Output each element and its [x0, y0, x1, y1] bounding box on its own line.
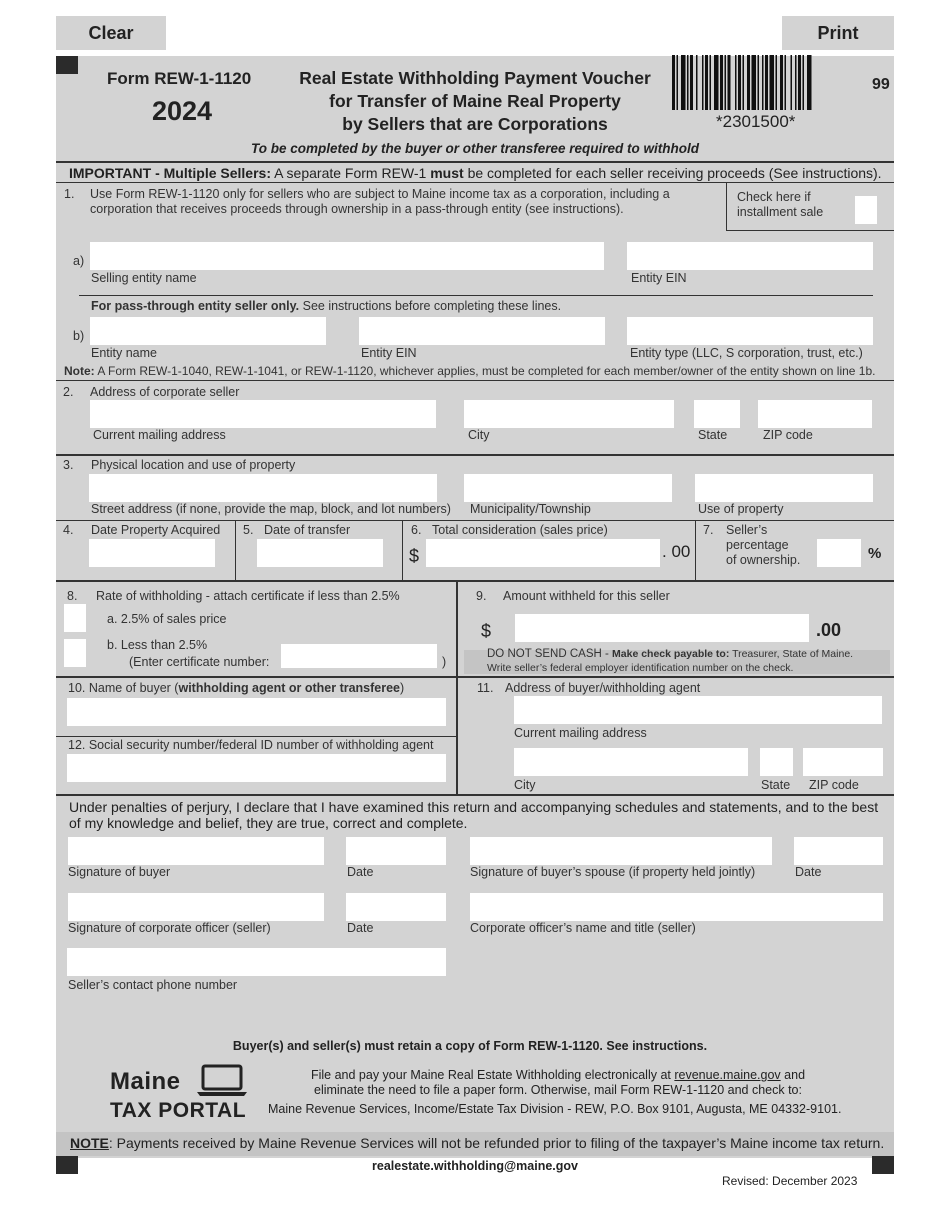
- pass-through-rest: See instructions before completing these lines.: [299, 299, 562, 313]
- officer-name-title-label: Corporate officer’s name and title (seller): [470, 921, 696, 935]
- seller-city-input[interactable]: [464, 400, 674, 428]
- buyer-zip-label: ZIP code: [809, 778, 859, 792]
- seller-address-input[interactable]: [90, 400, 436, 428]
- portal-logo-maine: Maine: [110, 1068, 181, 1095]
- barcode-bar: [752, 55, 757, 110]
- retain-copy-notice: Buyer(s) and seller(s) must retain a copy of Form REW-1-1120. See instructions.: [232, 1039, 708, 1053]
- barcode-bar: [743, 55, 745, 110]
- barcode-bar: [738, 55, 741, 110]
- property-municipality-label: Municipality/Township: [470, 502, 591, 516]
- entity-type-input[interactable]: [627, 317, 873, 345]
- spouse-signature-label: Signature of buyer’s spouse (if property held jointly): [470, 865, 756, 879]
- buyer-name-label: [68, 681, 404, 695]
- seller-phone-label: Seller’s contact phone number: [68, 978, 238, 992]
- entity-ein-b-label: Entity EIN: [361, 346, 417, 360]
- barcode-bar: [702, 55, 704, 110]
- rate-reduced-label: b. Less than 2.5%: [107, 638, 208, 652]
- divider: [235, 520, 236, 581]
- barcode-bar: [776, 55, 778, 110]
- date-of-transfer-input[interactable]: [257, 539, 383, 567]
- officer-name-title-input[interactable]: [470, 893, 883, 921]
- seller-state-label: State: [698, 428, 728, 442]
- buyer-name-label-bold: withholding agent or other transferee: [178, 681, 401, 695]
- line1-text-1: Use Form REW-1-1120 only for sellers who are subject to Maine income tax as a corporation, including a: [90, 187, 670, 201]
- date-acquired-label: Date Property Acquired: [91, 523, 221, 537]
- buyer-address-input[interactable]: [514, 696, 882, 724]
- property-municipality-input[interactable]: [464, 474, 672, 502]
- barcode-bar: [795, 55, 797, 110]
- barcode-bar: [710, 55, 712, 110]
- important-lead: IMPORTANT - Multiple Sellers:: [69, 165, 271, 181]
- mailing-address: Maine Revenue Services, Income/Estate Tax Division - REW, P.O. Box 9101, Augusta, ME 04332-9101.: [268, 1102, 842, 1116]
- buyer-state-input[interactable]: [760, 748, 793, 776]
- line1-text-2: corporation that receives proceeds through ownership in a pass-through entity (see instructions).: [90, 202, 624, 216]
- entity-ein-input[interactable]: [627, 242, 873, 270]
- line3-title: Physical location and use of property: [91, 458, 296, 472]
- dollar-sign: $: [481, 621, 492, 641]
- form-title: [280, 67, 670, 136]
- barcode-bar: [807, 55, 812, 110]
- amount-withheld-input[interactable]: [515, 614, 809, 642]
- buyer-signature-input[interactable]: [68, 837, 324, 865]
- barcode-bar: [690, 55, 693, 110]
- form-subtitle: To be completed by the buyer or other transferee required to withhold: [250, 141, 700, 156]
- barcode-bar: [720, 55, 723, 110]
- total-consideration-label: Total consideration (sales price): [432, 523, 608, 537]
- buyer-ssn-label: 12. Social security number/federal ID number of withholding agent: [68, 738, 434, 752]
- amount-withheld-title: Amount withheld for this seller: [503, 589, 670, 603]
- buyer-date-label: Date: [347, 865, 374, 879]
- officer-signature-label: Signature of corporate officer (seller): [68, 921, 271, 935]
- divider: [56, 454, 894, 456]
- property-street-input[interactable]: [89, 474, 437, 502]
- barcode-bar: [765, 55, 768, 110]
- spouse-signature-input[interactable]: [470, 837, 772, 865]
- important-text-a: A separate Form REW-1: [270, 165, 431, 181]
- efile-text-b: and: [780, 1068, 806, 1082]
- line7-number: 7.: [703, 523, 714, 537]
- ownership-percentage-input[interactable]: [817, 539, 861, 567]
- refund-note-bold: NOTE: [70, 1135, 109, 1151]
- title-line-2: for Transfer of Maine Real Property: [329, 91, 621, 111]
- rate-standard-checkbox[interactable]: [64, 604, 86, 632]
- divider: [726, 182, 727, 231]
- divider: [56, 182, 894, 183]
- divider: [56, 161, 894, 163]
- installment-sale-checkbox[interactable]: [855, 196, 877, 224]
- title-line-1: Real Estate Withholding Payment Voucher: [299, 68, 651, 88]
- cash-notice-line-1: [487, 648, 853, 660]
- entity-name-label: Entity name: [91, 346, 158, 360]
- rate-standard-label: a. 2.5% of sales price: [107, 612, 227, 626]
- dollar-sign: $: [409, 546, 420, 566]
- contact-email: realestate.withholding@maine.gov: [372, 1159, 578, 1173]
- buyer-name-label-b: ): [400, 681, 405, 695]
- efile-line-2: eliminate the need to file a paper form. Otherwise, mail Form REW-1-1120 and check to:: [314, 1083, 802, 1097]
- important-text-b: be completed for each seller receiving proceeds (See instructions).: [463, 165, 882, 181]
- barcode-bar: [785, 55, 787, 110]
- line3-number: 3.: [63, 458, 74, 472]
- form-year: 2024: [152, 96, 213, 126]
- buyer-city-input[interactable]: [514, 748, 748, 776]
- line1-note: [64, 364, 876, 378]
- barcode-bar: [762, 55, 764, 110]
- percent-sign: %: [868, 545, 882, 562]
- line9-number: 9.: [476, 589, 487, 603]
- cash-notice-line-2: Write seller’s federal employer identification number on the check.: [487, 662, 794, 674]
- seller-phone-input[interactable]: [67, 948, 446, 976]
- cash-rest: Treasurer, State of Maine.: [729, 648, 854, 660]
- note-bold: Note:: [64, 364, 95, 378]
- entity-ein-label: Entity EIN: [631, 271, 687, 285]
- barcode-bar: [728, 55, 731, 110]
- seller-city-label: City: [468, 428, 490, 442]
- buyer-address-label: Current mailing address: [514, 726, 647, 740]
- ownership-label-3: of ownership.: [726, 553, 801, 567]
- barcode-bar: [803, 55, 805, 110]
- barcode-bar: [798, 55, 801, 110]
- buyer-address-title: Address of buyer/withholding agent: [505, 681, 701, 695]
- divider: [79, 295, 873, 296]
- installment-label-2: installment sale: [737, 205, 824, 219]
- barcode-bar: [714, 55, 719, 110]
- divider: [695, 520, 696, 581]
- refund-note-rest: : Payments received by Maine Revenue Services will not be refunded prior to filing of the taxpayer’s Maine income tax return.: [108, 1135, 885, 1151]
- cash-bold: Make check payable to:: [612, 648, 730, 660]
- divider: [56, 520, 894, 521]
- barcode-bar: [770, 55, 775, 110]
- divider: [56, 380, 894, 381]
- selling-entity-name-label: Selling entity name: [91, 271, 197, 285]
- revenue-link[interactable]: revenue.maine.gov: [674, 1068, 781, 1082]
- barcode-bar: [780, 55, 783, 110]
- barcode-bar: [791, 55, 793, 110]
- buyer-ssn-input[interactable]: [67, 754, 446, 782]
- officer-date-label: Date: [347, 921, 374, 935]
- barcode-bar: [681, 55, 686, 110]
- efile-line-1: [268, 1068, 848, 1083]
- form-id: Form REW-1-1120: [107, 69, 252, 88]
- seller-zip-label: ZIP code: [763, 428, 813, 442]
- efile-notice: [268, 1068, 848, 1098]
- entity-ein-b-input[interactable]: [359, 317, 605, 345]
- important-must: must: [430, 165, 464, 181]
- buyer-signature-label: Signature of buyer: [68, 865, 171, 879]
- registration-mark-top-left: [56, 56, 78, 74]
- seller-zip-input[interactable]: [758, 400, 872, 428]
- line4-number: 4.: [63, 523, 74, 537]
- barcode: [670, 55, 850, 113]
- barcode-bar: [677, 55, 679, 110]
- barcode-bar: [705, 55, 708, 110]
- certificate-label: (Enter certificate number:: [129, 655, 270, 669]
- seller-state-input[interactable]: [694, 400, 740, 428]
- spouse-date-label: Date: [795, 865, 822, 879]
- rate-reduced-checkbox[interactable]: [64, 639, 86, 667]
- cash-lead: DO NOT SEND CASH -: [487, 648, 613, 660]
- property-street-label: Street address (if none, provide the map, block, and lot numbers): [91, 502, 451, 516]
- cents-suffix: .00: [816, 620, 842, 640]
- barcode-bar: [747, 55, 750, 110]
- date-acquired-input[interactable]: [89, 539, 215, 567]
- declaration-line-1: Under penalties of perjury, I declare that I have examined this return and accompanying schedules and statements, and to the best: [69, 799, 879, 815]
- certificate-number-input[interactable]: [281, 644, 437, 668]
- page-code: 99: [872, 76, 890, 93]
- buyer-zip-input[interactable]: [803, 748, 883, 776]
- barcode-bar: [696, 55, 698, 110]
- pass-through-heading: [91, 299, 561, 313]
- line2-title: Address of corporate seller: [90, 385, 240, 399]
- date-of-transfer-label: Date of transfer: [264, 523, 351, 537]
- divider: [456, 580, 458, 795]
- buyer-state-label: State: [761, 778, 791, 792]
- selling-entity-name-input[interactable]: [90, 242, 604, 270]
- important-notice: [69, 165, 882, 181]
- ownership-label-1: Seller’s: [726, 523, 768, 537]
- buyer-name-label-a: 10. Name of buyer (: [68, 681, 179, 695]
- spouse-date-input[interactable]: [794, 837, 883, 865]
- line11-number: 11.: [477, 681, 494, 695]
- property-use-label: Use of property: [698, 502, 784, 516]
- installment-label-1: Check here if: [737, 190, 811, 204]
- laptop-icon: [196, 1064, 248, 1098]
- divider: [56, 736, 457, 737]
- buyer-date-input[interactable]: [346, 837, 446, 865]
- barcode-bar: [735, 55, 737, 110]
- withholding-rate-title: Rate of withholding - attach certificate if less than 2.5%: [96, 589, 400, 603]
- certificate-close: ): [442, 655, 447, 669]
- declaration-line-2: of my knowledge and belief, they are true, correct and complete.: [69, 815, 468, 831]
- cents-suffix: . 00: [662, 542, 691, 561]
- buyer-city-label: City: [514, 778, 536, 792]
- portal-logo-tax-portal: TAX PORTAL: [110, 1099, 247, 1122]
- line1-number: 1.: [64, 187, 75, 201]
- officer-date-input[interactable]: [346, 893, 446, 921]
- line1b-marker: b): [73, 329, 85, 343]
- print-button[interactable]: Print: [782, 16, 894, 50]
- revision-date: Revised: December 2023: [722, 1174, 858, 1188]
- barcode-bar: [687, 55, 689, 110]
- officer-signature-input[interactable]: [68, 893, 324, 921]
- entity-name-input[interactable]: [90, 317, 326, 345]
- pass-through-bold: For pass-through entity seller only.: [91, 299, 300, 313]
- barcode-bar: [672, 55, 675, 110]
- divider: [56, 794, 894, 796]
- divider: [726, 230, 894, 231]
- line6-number: 6.: [411, 523, 422, 537]
- line8-number: 8.: [67, 589, 78, 603]
- line1a-marker: a): [73, 254, 85, 268]
- divider: [56, 580, 894, 582]
- barcode-bar: [725, 55, 727, 110]
- efile-text-a: File and pay your Maine Real Estate Withholding electronically at: [310, 1068, 675, 1082]
- clear-button[interactable]: Clear: [56, 16, 166, 50]
- note-rest: A Form REW-1-1040, REW-1-1041, or REW-1-1120, whichever applies, must be completed for each member/owner of the entity shown on line 1b.: [94, 364, 876, 378]
- buyer-name-input[interactable]: [67, 698, 446, 726]
- perjury-declaration: [69, 799, 878, 831]
- seller-address-label: Current mailing address: [93, 428, 226, 442]
- ownership-label-2: percentage: [726, 538, 789, 552]
- line5-number: 5.: [243, 523, 254, 537]
- divider: [56, 676, 894, 678]
- line2-number: 2.: [63, 385, 74, 399]
- total-consideration-input[interactable]: [426, 539, 660, 567]
- entity-type-label: Entity type (LLC, S corporation, trust, etc.): [630, 346, 863, 360]
- form-sheet: [56, 56, 894, 1158]
- barcode-text: *2301500*: [716, 112, 796, 131]
- barcode-bar: [758, 55, 760, 110]
- title-line-3: by Sellers that are Corporations: [342, 114, 608, 134]
- property-use-input[interactable]: [695, 474, 873, 502]
- divider: [402, 520, 403, 581]
- refund-note: [70, 1135, 884, 1151]
